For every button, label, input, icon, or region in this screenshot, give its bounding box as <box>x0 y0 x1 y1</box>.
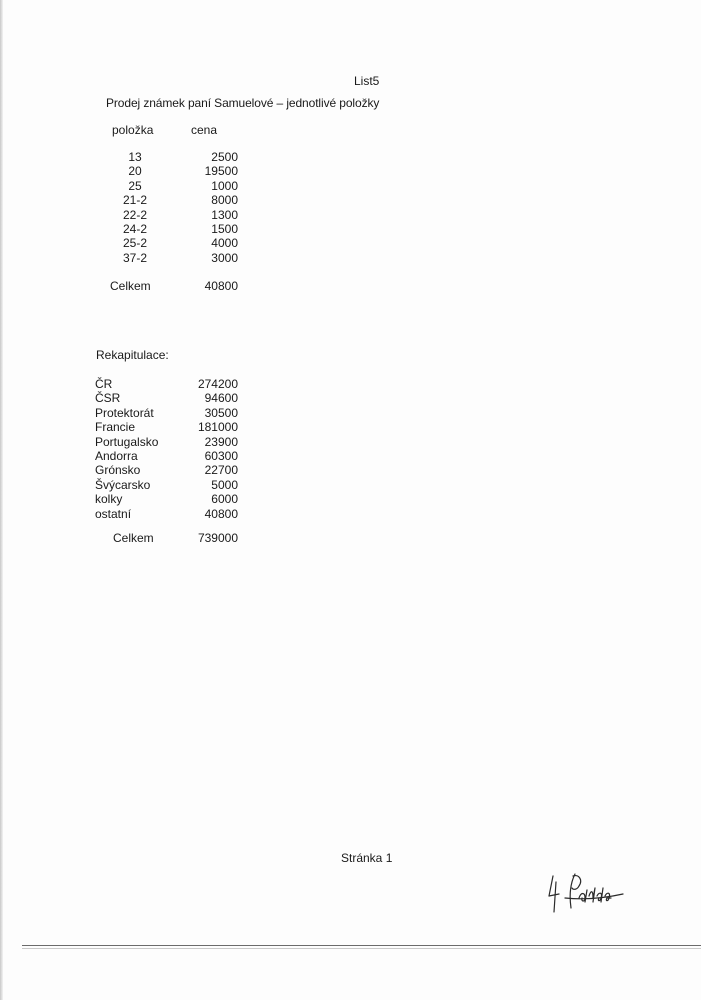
table-row <box>95 391 242 405</box>
item-price: 1500 <box>211 221 238 236</box>
recap-name: Portugalsko <box>95 434 159 449</box>
table-row <box>110 150 242 164</box>
recap-name: ČSR <box>95 391 121 406</box>
item-price: 1000 <box>211 178 238 193</box>
item-price: 4000 <box>211 236 238 251</box>
recap-table <box>95 377 242 521</box>
document-title: Prodej známek paní Samuelové – jednotlivé položky <box>106 96 380 110</box>
signature-icon <box>545 868 635 918</box>
bottom-rule-shadow <box>22 948 701 949</box>
items-table <box>110 150 242 265</box>
item-code: 24-2 <box>122 221 148 236</box>
item-code: 22-2 <box>122 207 148 222</box>
item-code: 25 <box>128 178 142 193</box>
recap-total-value: 739000 <box>197 531 238 545</box>
item-price: 2500 <box>211 150 238 164</box>
recap-name: Andorra <box>95 448 138 463</box>
table-row <box>110 222 242 236</box>
recap-amount: 60300 <box>204 448 238 463</box>
item-code: 20 <box>128 164 142 179</box>
recap-total-label: Celkem <box>113 531 154 545</box>
table-row <box>95 507 242 521</box>
table-row <box>95 435 242 449</box>
recap-amount: 274200 <box>197 377 238 391</box>
table-row <box>95 406 242 420</box>
recap-name: ostatní <box>95 506 132 521</box>
table-row <box>110 251 242 265</box>
table-row <box>95 492 242 506</box>
column-header-price: cena <box>191 123 218 137</box>
item-price: 1300 <box>211 207 238 222</box>
table-row <box>95 420 242 434</box>
recap-amount: 181000 <box>197 420 238 435</box>
recap-amount: 22700 <box>204 463 238 478</box>
table-row <box>95 463 242 477</box>
scan-edge <box>0 0 3 1000</box>
bottom-rule <box>22 945 701 946</box>
table-row <box>110 208 242 222</box>
recap-total-row <box>113 531 242 545</box>
item-code: 21-2 <box>122 193 148 208</box>
recap-title: Rekapitulace: <box>96 348 169 362</box>
item-code: 37-2 <box>122 250 148 265</box>
table-row <box>110 193 242 207</box>
item-code: 25-2 <box>122 236 148 251</box>
recap-name: ČR <box>95 377 113 391</box>
column-header-item: položka <box>112 123 154 137</box>
recap-amount: 23900 <box>204 434 238 449</box>
items-total-label: Celkem <box>110 279 151 293</box>
sheet-name: List5 <box>354 74 380 88</box>
items-total-value: 40800 <box>204 279 238 293</box>
items-total-row <box>110 279 242 293</box>
recap-amount: 94600 <box>204 391 238 406</box>
item-price: 19500 <box>204 164 238 179</box>
recap-name: Protektorát <box>95 405 154 420</box>
recap-amount: 6000 <box>211 492 238 507</box>
recap-name: kolky <box>95 492 123 507</box>
page-number: Stránka 1 <box>341 851 393 865</box>
table-row <box>95 449 242 463</box>
table-row <box>110 236 242 250</box>
item-price: 3000 <box>211 250 238 265</box>
item-code: 13 <box>128 150 142 164</box>
table-row <box>95 478 242 492</box>
recap-amount: 5000 <box>211 477 238 492</box>
item-price: 8000 <box>211 193 238 208</box>
table-row <box>110 164 242 178</box>
recap-amount: 30500 <box>204 405 238 420</box>
recap-name: Grónsko <box>95 463 141 478</box>
recap-name: Francie <box>95 420 136 435</box>
table-row <box>95 377 242 391</box>
table-row <box>110 179 242 193</box>
recap-amount: 40800 <box>204 506 238 521</box>
recap-name: Švýcarsko <box>95 477 151 492</box>
